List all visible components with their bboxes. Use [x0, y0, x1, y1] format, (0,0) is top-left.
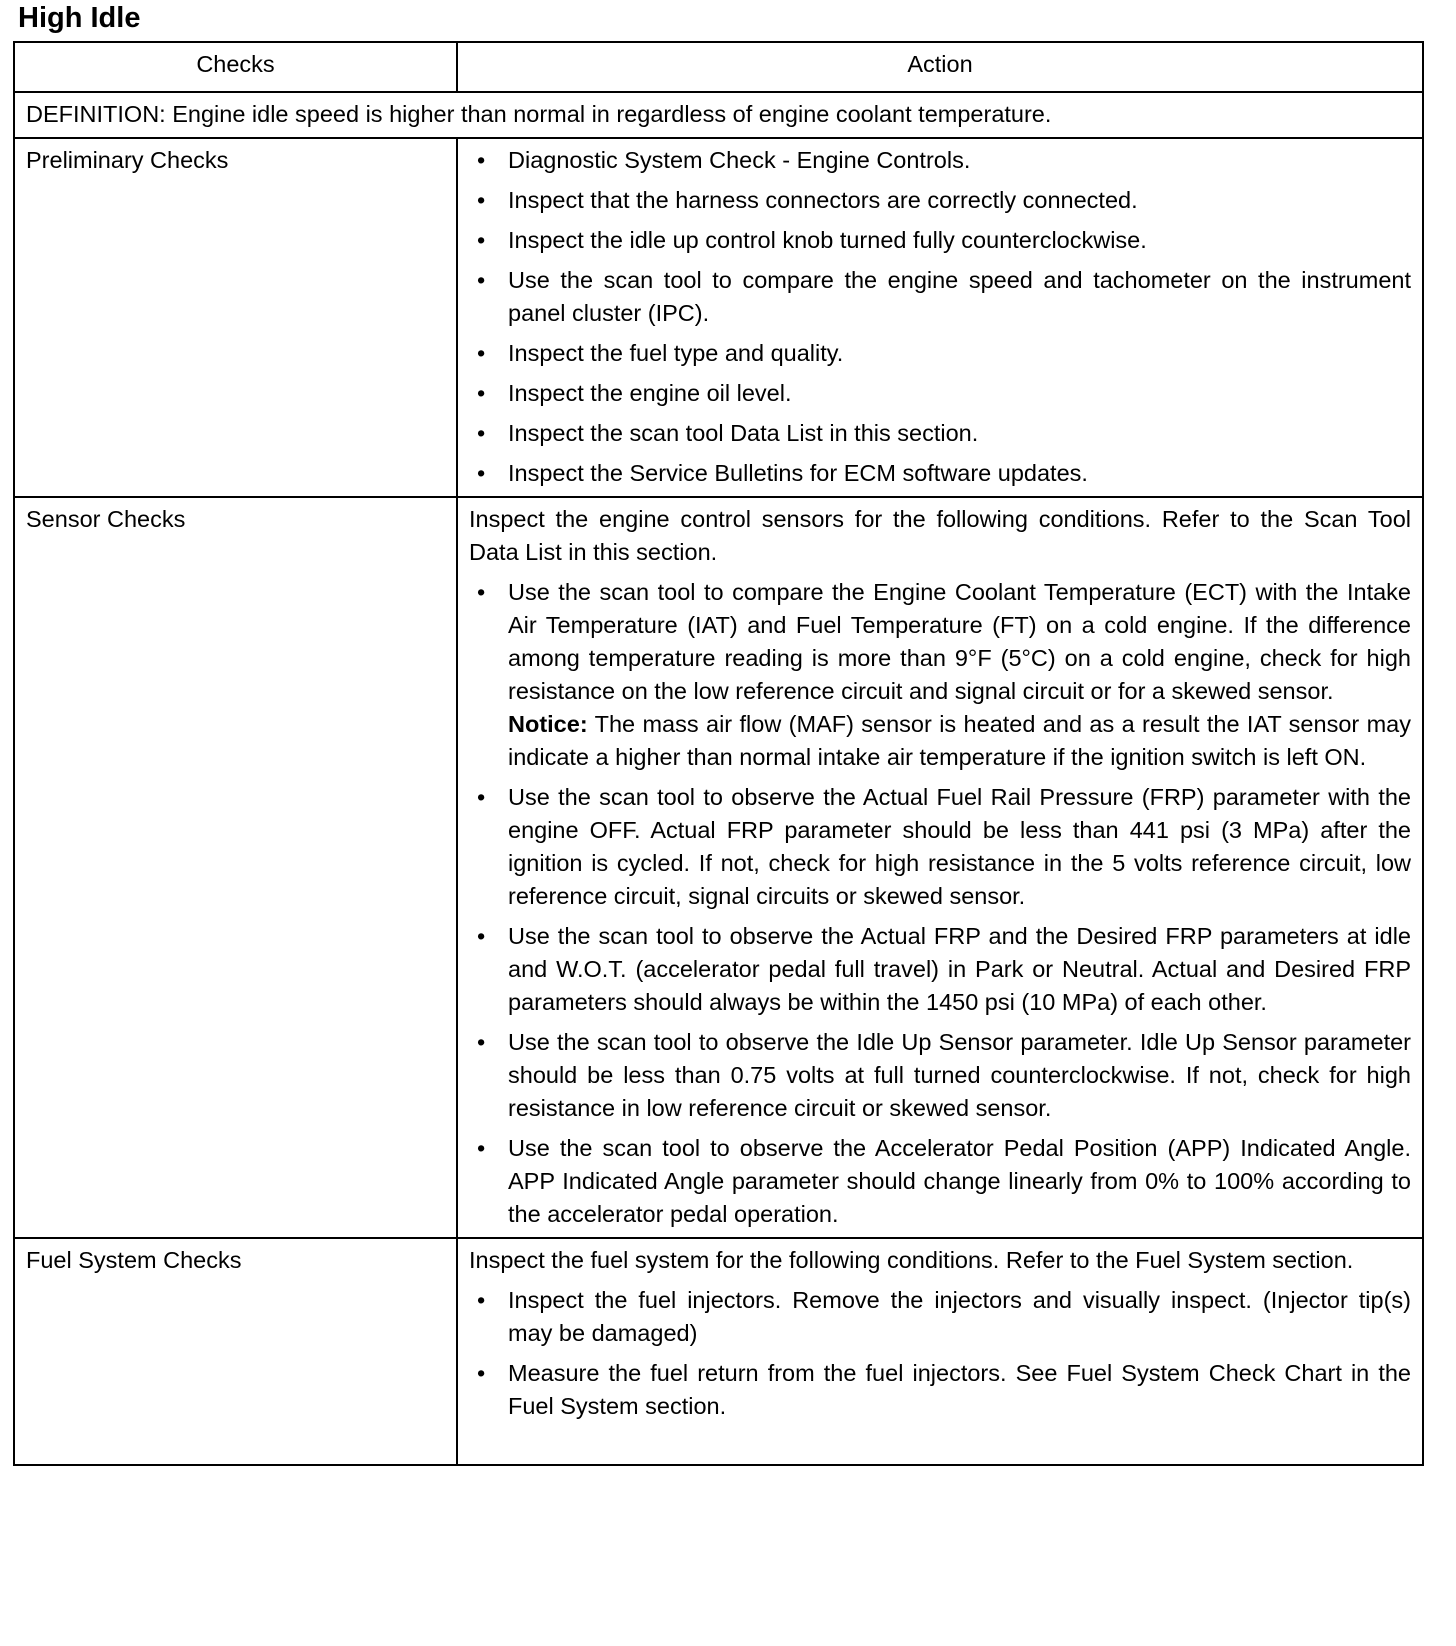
- item-text: Use the scan tool to compare the Engine Coolant Temperature (ECT) with the Intake Air Temperature (IAT) and Fuel Temperature (FT) on a cold engine. If the difference among temperature reading is more than 9°F (5°C) on a cold engine, check for high resistance on the low reference circuit and signal circuit or for a skewed sensor.: [508, 579, 1411, 704]
- table-row: [14, 497, 1423, 1238]
- bullet-list: [469, 144, 1411, 490]
- list-item: • Inspect the fuel injectors. Remove the injectors and visually inspect. (Injector tip(s) may be damaged): [469, 1284, 1411, 1350]
- list-item: • Use the scan tool to observe the Accelerator Pedal Position (APP) Indicated Angle. APP Indicated Angle parameter should change linearly from 0% to 100% according to the accelerator pedal operation.: [469, 1132, 1411, 1231]
- notice-text: The mass air flow (MAF) sensor is heated and as a result the IAT sensor may indicate a higher than normal intake air temperature if the ignition switch is left ON.: [508, 711, 1411, 770]
- table-row: [14, 138, 1423, 497]
- list-item: • Measure the fuel return from the fuel injectors. See Fuel System Check Chart in the Fuel System section.: [469, 1357, 1411, 1423]
- definition: DEFINITION: Engine idle speed is higher than normal in regardless of engine coolant temperature.: [14, 92, 1423, 138]
- check-label: Preliminary Checks: [14, 138, 457, 497]
- list-item: • Use the scan tool to observe the Actual Fuel Rail Pressure (FRP) parameter with the engine OFF. Actual FRP parameter should be less than 441 psi (3 MPa) after the ignition is cycled. If not, check for high resistance in the 5 volts reference circuit, low reference circuit, signal circuits or skewed sensor.: [469, 781, 1411, 913]
- list-item: • Inspect the Service Bulletins for ECM software updates.: [469, 457, 1411, 490]
- diagnostic-table: [13, 41, 1424, 1466]
- intro-text: Inspect the engine control sensors for the following conditions. Refer to the Scan Tool Data List in this section.: [469, 506, 1411, 565]
- list-item: • Use the scan tool to observe the Idle Up Sensor parameter. Idle Up Sensor parameter should be less than 0.75 volts at full turned counterclockwise. If not, check for high resistance in low reference circuit or skewed sensor.: [469, 1026, 1411, 1125]
- check-label: Fuel System Checks: [14, 1238, 457, 1465]
- list-item: • Use the scan tool to compare the engine speed and tachometer on the instrument panel cluster (IPC).: [469, 264, 1411, 330]
- bullet-list: [469, 576, 1411, 1231]
- header-checks: Checks: [14, 42, 457, 92]
- intro-text: Inspect the fuel system for the following conditions. Refer to the Fuel System section.: [469, 1247, 1354, 1273]
- action-cell: [457, 497, 1423, 1238]
- notice-label: Notice:: [508, 711, 588, 737]
- list-item: • Inspect the idle up control knob turned fully counterclockwise.: [469, 224, 1411, 257]
- action-cell: [457, 1238, 1423, 1465]
- list-item: [469, 576, 1411, 774]
- action-cell: [457, 138, 1423, 497]
- list-item: • Inspect the scan tool Data List in this section.: [469, 417, 1411, 450]
- header-row: [14, 42, 1423, 92]
- list-item: • Inspect the fuel type and quality.: [469, 337, 1411, 370]
- bullet-list: [469, 1284, 1411, 1423]
- list-item: • Diagnostic System Check - Engine Controls.: [469, 144, 1411, 177]
- header-action: Action: [457, 42, 1423, 92]
- list-item: • Inspect the engine oil level.: [469, 377, 1411, 410]
- table-row: [14, 1238, 1423, 1465]
- definition-row: [14, 92, 1423, 138]
- list-item: • Use the scan tool to observe the Actual FRP and the Desired FRP parameters at idle and W.O.T. (accelerator pedal full travel) in Park or Neutral. Actual and Desired FRP parameters should always be within the 1450 psi (10 MPa) of each other.: [469, 920, 1411, 1019]
- check-label: Sensor Checks: [14, 497, 457, 1238]
- list-item: • Inspect that the harness connectors are correctly connected.: [469, 184, 1411, 217]
- page-title: High Idle: [18, 2, 141, 34]
